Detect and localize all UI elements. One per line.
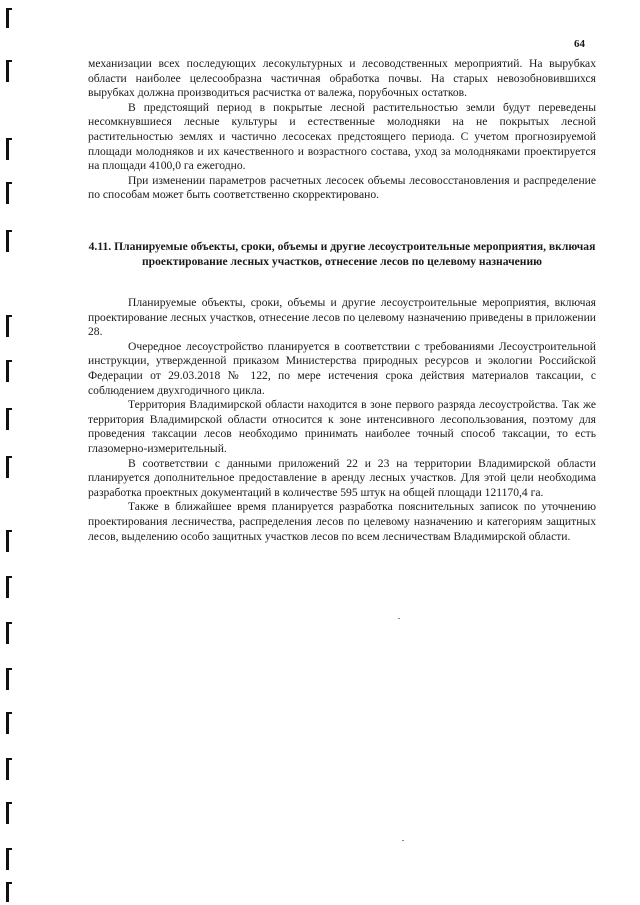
binding-mark bbox=[6, 360, 9, 382]
section-heading: 4.11. Планируемые объекты, сроки, объемы и другие лесоустроительные мероприятия, включая проектирование лесных участков, отнесение лесов по целевому назначению bbox=[88, 240, 596, 268]
binding-mark bbox=[6, 182, 9, 204]
binding-mark bbox=[6, 530, 9, 552]
binding-mark bbox=[6, 456, 9, 478]
binding-hole-marks bbox=[6, 0, 20, 905]
binding-mark bbox=[6, 230, 9, 252]
page-number: 64 bbox=[574, 38, 585, 50]
paragraph: В предстоящий период в покрытые лесной растительностью земли будут переведены несомкнувшиеся лесные культуры и естественные молодняки на не покрытых лесной растительностью землях и частично лесосеках предстоящего периода. С учетом прогнозируемой площади молодняков и их качественного и возрастного состава, уход за молодняками проектируется на площади 4100,0 га ежегодно. bbox=[88, 100, 596, 173]
binding-mark bbox=[6, 8, 9, 28]
text-block-top bbox=[88, 57, 596, 203]
paragraph: Очередное лесоустройство планируется в соответствии с требованиями Лесоустроительной инструкции, утвержденной приказом Министерства природных ресурсов и экологии Российской Федерации от 29.03.2018 № 122, по мере истечения срока действия материалов таксации, с соблюдением двухгодичного цикла. bbox=[88, 339, 596, 397]
binding-mark bbox=[6, 758, 9, 780]
binding-mark bbox=[6, 408, 9, 430]
paragraph: Также в ближайшее время планируется разработка пояснительных записок по уточнению проектирования лесничества, распределения лесов по целевому назначению и категориям защитных лесов, выделению особо защитных участков лесов по всем лесничествам Владимирской области. bbox=[88, 500, 596, 543]
binding-mark bbox=[6, 60, 9, 82]
paragraph: Территория Владимирской области находится в зоне первого разряда лесоустройства. Так же территория Владимирской области относится к зоне интенсивного лесопользования, поэтому для проведения таксации лесов необходимо принимать наиболее точный способ таксации, то есть глазомерно-измерительный. bbox=[88, 398, 596, 455]
paragraph: Планируемые объекты, сроки, объемы и другие лесоустроительные мероприятия, включая проектирование лесных участков, отнесение лесов по целевому назначению приведены в приложении 28. bbox=[88, 296, 596, 339]
binding-mark bbox=[6, 576, 9, 598]
paragraph: механизации всех последующих лесокультурных и лесоводственных мероприятий. На вырубках области наиболее целесообразна частичная обработка почвы. На старых невозобновившихся вырубках должна производиться расчистка от валежа, порубочных остатков. bbox=[88, 57, 596, 100]
paragraph: При изменении параметров расчетных лесосек объемы лесовосстановления и распределение по способам может быть соответственно скорректировано. bbox=[88, 173, 596, 202]
binding-mark bbox=[6, 668, 9, 690]
binding-mark bbox=[6, 802, 9, 824]
scan-speck bbox=[402, 840, 404, 841]
binding-mark bbox=[6, 712, 9, 734]
binding-mark bbox=[6, 315, 9, 337]
binding-mark bbox=[6, 138, 9, 160]
text-block-bottom bbox=[88, 296, 596, 544]
binding-mark bbox=[6, 622, 9, 644]
paragraph: В соответствии с данными приложений 22 и 23 на территории Владимирской области планируется дополнительное предоставление в аренду лесных участков. Для этой цели необходима разработка проектных документаций в количестве 595 штук на общей площади 121170,4 га. bbox=[88, 456, 596, 499]
binding-mark bbox=[6, 882, 9, 902]
scan-speck bbox=[398, 618, 400, 619]
binding-mark bbox=[6, 848, 9, 870]
